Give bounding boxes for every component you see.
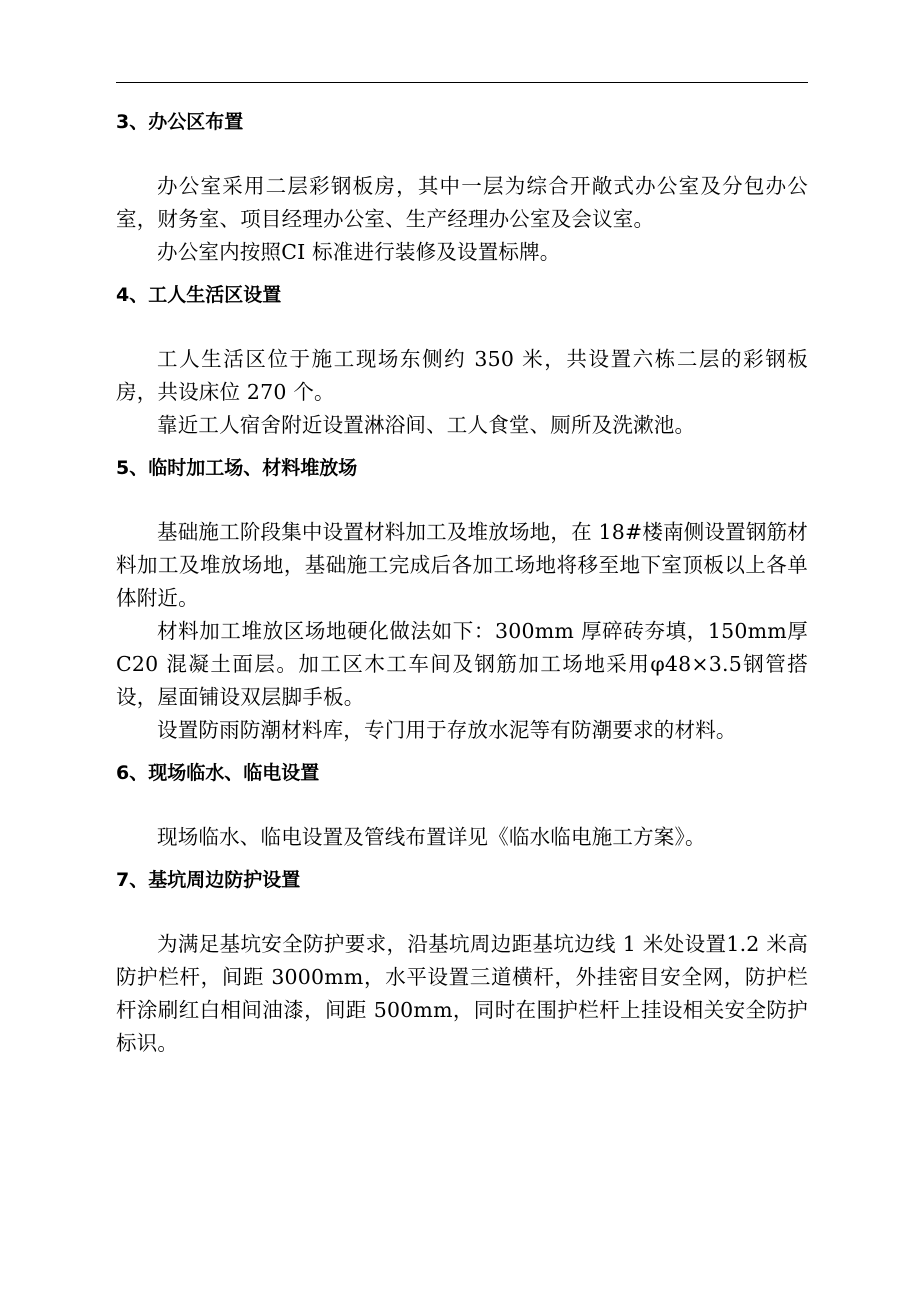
section-pit-protection [116, 862, 808, 1060]
paragraph: 现场临水、临电设置及管线布置详见《临水临电施工方案》。 [157, 825, 706, 849]
paragraph: 办公室内按照CI 标准进行装修及设置标牌。 [157, 240, 561, 264]
paragraph: 为满足基坑安全防护要求，沿基坑周边距基坑边线 1 米处设置1.2 米高防护栏杆，间距 3000mm，水平设置三道横杆，外挂密目安全网，防护栏杆涂刷红白相间油漆，间距 500mm，同时在围护栏杆上挂设相关安全防护标识。 [116, 932, 808, 1055]
section-temporary-water-power [116, 755, 808, 854]
paragraph: 材料加工堆放区场地硬化做法如下：300mm 厚碎砖夯填，150mm厚 C20 混凝土面层。加工区木工车间及钢筋加工场地采用φ48×3.5钢管搭设，屋面铺设双层脚手板。 [116, 619, 808, 709]
paragraph: 靠近工人宿舍附近设置淋浴间、工人食堂、厕所及洗漱池。 [157, 413, 696, 437]
section-heading: 5、临时加工场、材料堆放场 [116, 457, 358, 479]
section-temporary-workshop [116, 450, 808, 747]
section-heading: 6、现场临水、临电设置 [116, 762, 320, 784]
section-heading: 3、办公区布置 [116, 111, 244, 133]
header-rule [116, 82, 808, 83]
paragraph: 设置防雨防潮材料库，专门用于存放水泥等有防潮要求的材料。 [157, 718, 737, 742]
section-heading: 4、工人生活区设置 [116, 284, 282, 306]
paragraph: 工人生活区位于施工现场东侧约 350 米，共设置六栋二层的彩钢板房，共设床位 270 个。 [116, 347, 808, 404]
section-office-layout [116, 104, 808, 269]
document-body [116, 104, 808, 1060]
paragraph: 办公室采用二层彩钢板房，其中一层为综合开敞式办公室及分包办公室，财务室、项目经理办公室、生产经理办公室及会议室。 [116, 174, 808, 231]
section-worker-living-area [116, 277, 808, 442]
paragraph: 基础施工阶段集中设置材料加工及堆放场地，在 18#楼南侧设置钢筋材料加工及堆放场地，基础施工完成后各加工场地将移至地下室顶板以上各单体附近。 [116, 520, 808, 610]
section-heading: 7、基坑周边防护设置 [116, 869, 301, 891]
